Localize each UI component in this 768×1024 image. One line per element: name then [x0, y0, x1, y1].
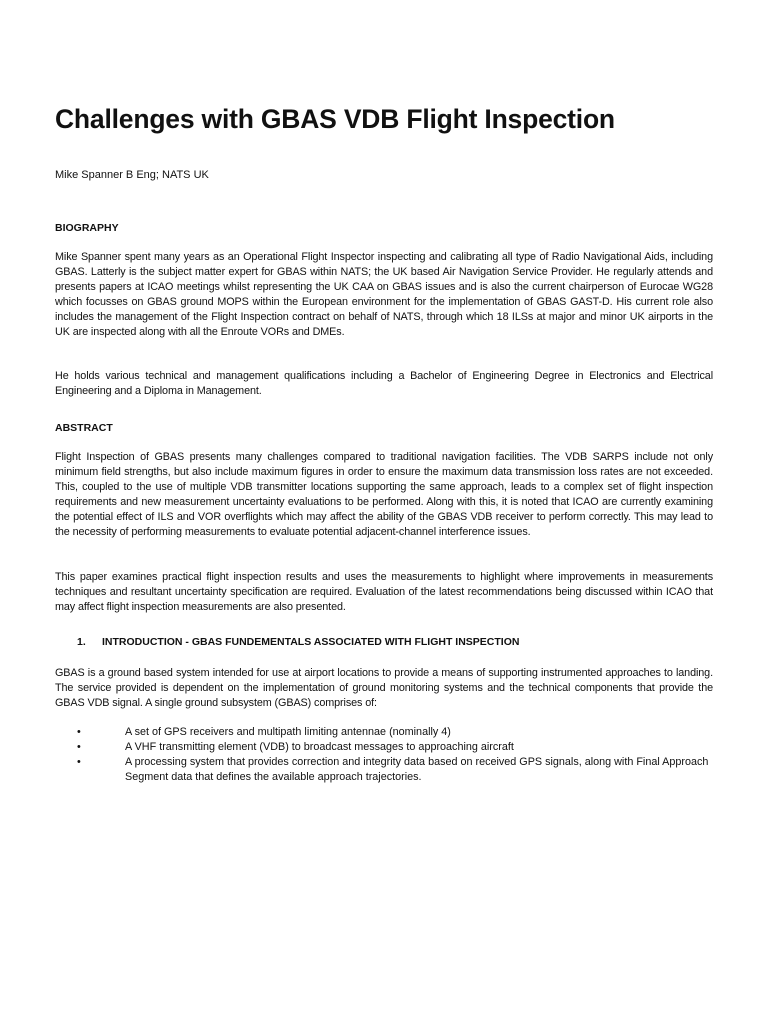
section-1-heading [77, 636, 519, 648]
list-item-text: A processing system that provides correction and integrity data based on received GPS signals, along with Final Approach Segment data that defines the available approach trajectories. [125, 756, 709, 783]
list-item [77, 725, 713, 740]
component-list [77, 725, 713, 785]
paper-title: Challenges with GBAS VDB Flight Inspection [55, 104, 615, 134]
section-1-paragraph: GBAS is a ground based system intended for use at airport locations to provide a means of supporting instrumented approaches to landing. The service provided is dependent on the implementation of ground monitoring systems and the technical components that provide the GBAS VDB signal. A single ground subsystem (GBAS) comprises of: [55, 667, 713, 709]
biography-paragraph-2: He holds various technical and management qualifications including a Bachelor of Engineering Degree in Electronics and Electrical Engineering and a Diploma in Management. [55, 370, 713, 397]
section-title: INTRODUCTION - GBAS FUNDEMENTALS ASSOCIATED WITH FLIGHT INSPECTION [102, 636, 520, 648]
bullet-icon: • [77, 741, 81, 753]
biography-heading: BIOGRAPHY [55, 222, 119, 234]
abstract-heading: ABSTRACT [55, 422, 113, 434]
list-item [77, 755, 713, 785]
list-item-text: A VHF transmitting element (VDB) to broadcast messages to approaching aircraft [125, 741, 514, 753]
author-line: Mike Spanner B Eng; NATS UK [55, 169, 209, 181]
abstract-paragraph-2: This paper examines practical flight inspection results and uses the measurements to highlight where improvements in measurements techniques and resultant uncertainty specification are required. Evaluation of the latest recommendations being discussed within ICAO that may affect flight inspection measurements are also presented. [55, 571, 713, 613]
list-item [77, 740, 713, 755]
bullet-icon: • [77, 756, 81, 768]
bullet-icon: • [77, 726, 81, 738]
section-number: 1. [77, 636, 86, 648]
biography-paragraph-1: Mike Spanner spent many years as an Operational Flight Inspector inspecting and calibrating all type of Radio Navigational Aids, including GBAS. Latterly is the subject matter expert for GBAS within NATS; the UK based Air Navigation Service Provider. He regularly attends and presents papers at ICAO meetings whilst representing the UK CAA on GBAS issues and is also the current chairperson of Eurocae WG28 which focusses on GBAS ground MOPS within the European environment for the implementation of GBAS GAST-D. His current role also includes the management of the Flight Inspection contract on behalf of NATS, through which 18 ILSs at major and minor UK airports in the UK are inspected along with all the Enroute VORs and DMEs. [55, 251, 713, 338]
abstract-paragraph-1: Flight Inspection of GBAS presents many challenges compared to traditional navigation facilities. The VDB SARPS include not only minimum field strengths, but also include maximum figures in order to ensure the maximum data transmission loss rates are not exceeded. This, coupled to the use of multiple VDB transmitter locations supporting the same approach, leads to a complex set of flight inspection requirements and new measurement uncertainty evaluations to be performed. Along with this, it is noted that ICAO are currently examining the potential effect of ILS and VOR overflights which may affect the ability of the GBAS VDB receiver to perform correctly. This may lead to the necessity of performing measurements to evaluate potential adjacent-channel interference issues. [55, 451, 713, 538]
list-item-text: A set of GPS receivers and multipath limiting antennae (nominally 4) [125, 726, 451, 738]
